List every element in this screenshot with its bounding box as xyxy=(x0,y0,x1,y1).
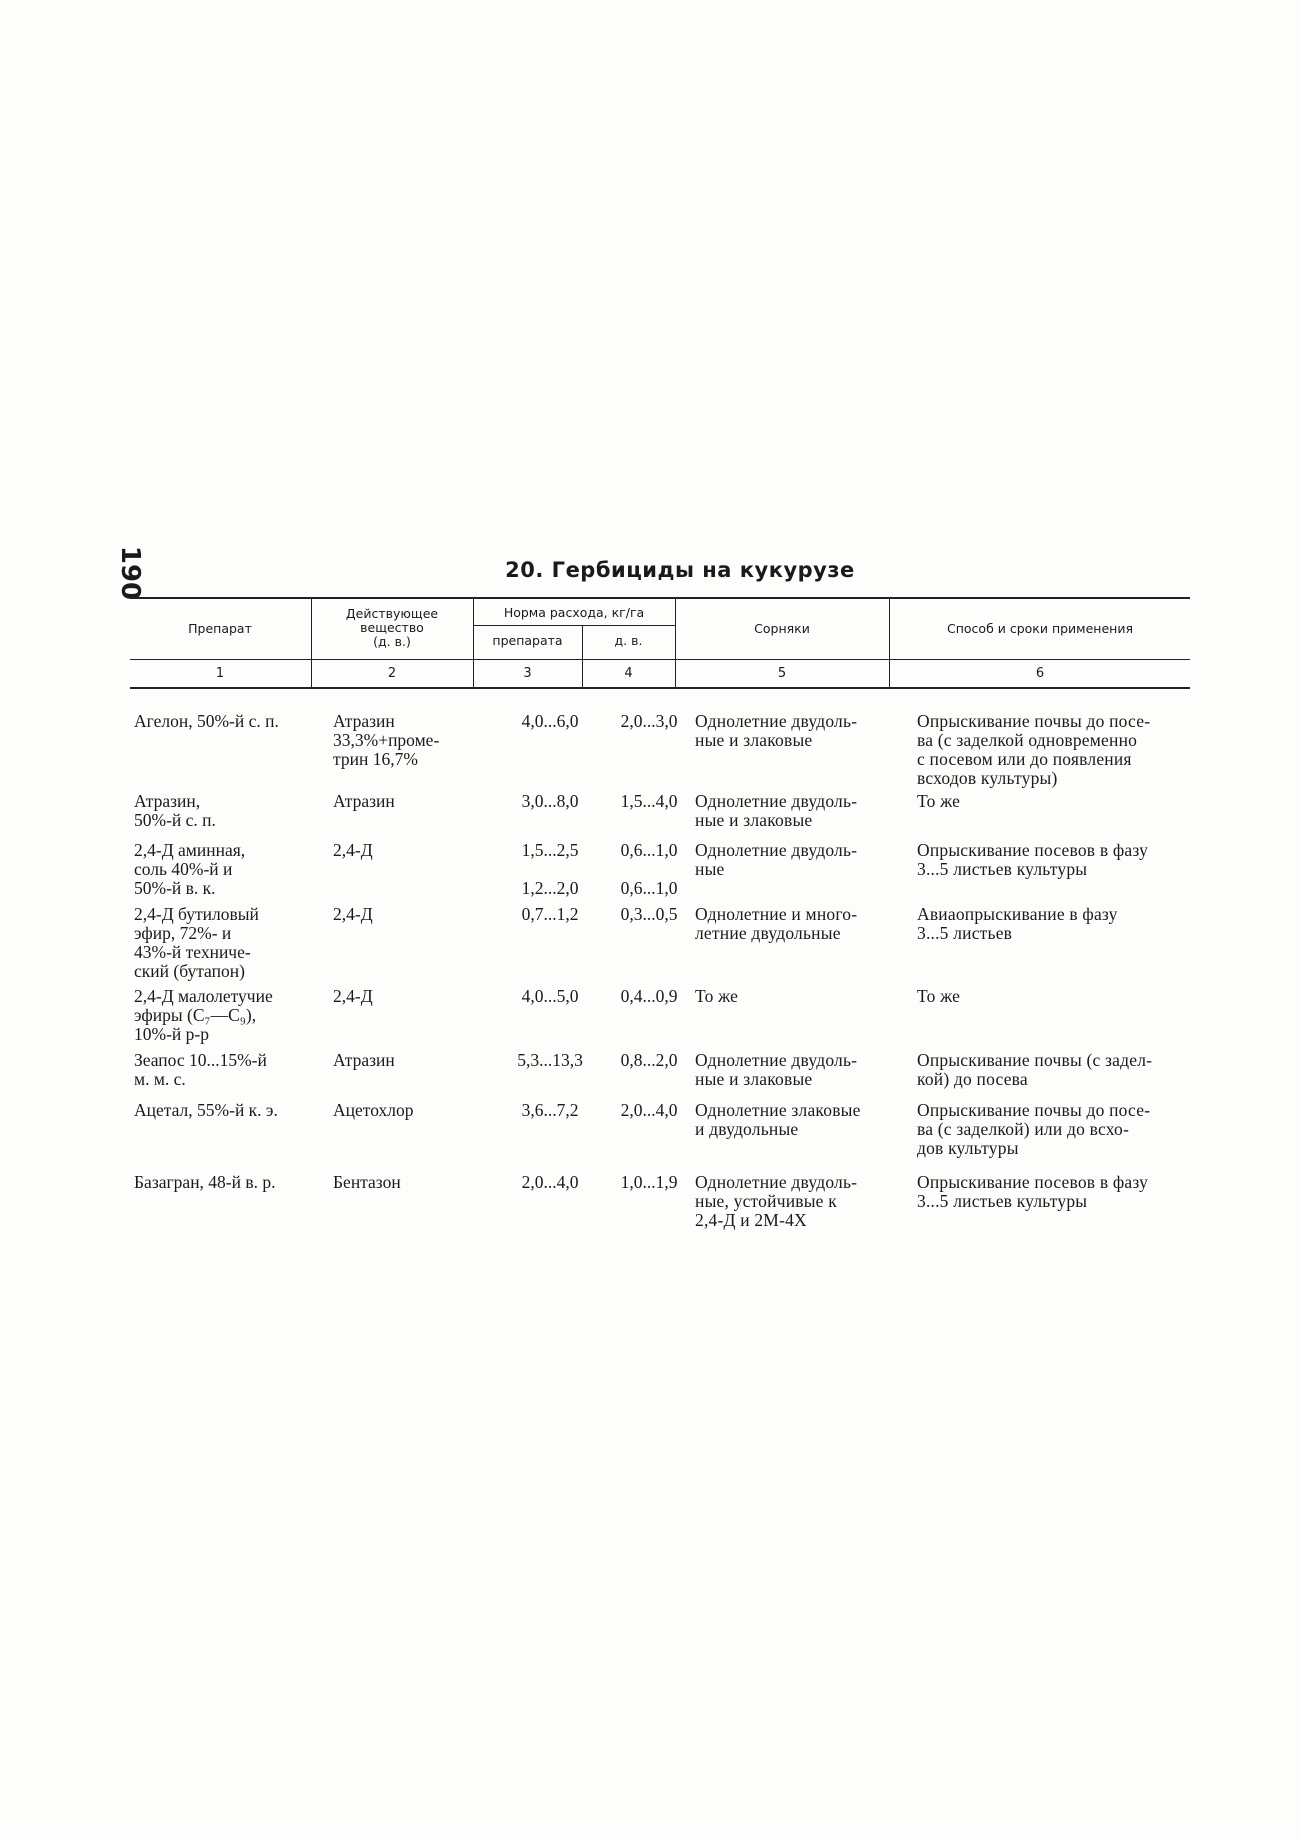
weeds-cell xyxy=(695,712,895,750)
preparat-cell-line: Зеапос 10...15%-й xyxy=(134,1050,267,1070)
weeds-cell-line: Однолетние злаковые xyxy=(695,1100,861,1120)
weeds-cell-line: летние двудольные xyxy=(695,923,841,943)
preparat-cell xyxy=(134,1173,304,1192)
norm-preparat-cell-line: 1,2...2,0 xyxy=(521,878,579,898)
weeds-cell-line: Однолетние двудоль- xyxy=(695,1172,858,1192)
method-cell-line: 3...5 листьев xyxy=(917,923,1013,943)
preparat-cell-line: Агелон, 50%-й с. п. xyxy=(134,711,279,731)
method-cell xyxy=(917,1101,1189,1158)
norm-dv-cell-line: 0,6...1,0 xyxy=(620,878,678,898)
weeds-cell-line: Однолетние и много- xyxy=(695,904,858,924)
method-cell-line: 3...5 листьев культуры xyxy=(917,1191,1088,1211)
active-substance-cell-line: 2,4-Д xyxy=(333,986,373,1006)
active-substance-cell-line: Атразин xyxy=(333,791,395,811)
preparat-cell-line: 2,4-Д аминная, xyxy=(134,840,246,860)
weeds-cell-line: Однолетние двудоль- xyxy=(695,711,858,731)
norm-dv-cell xyxy=(600,1101,698,1120)
table-title-text: 20. Гербициды на кукурузе xyxy=(505,558,855,582)
column-number: 2 xyxy=(387,666,397,681)
norm-dv-cell-line: 1,0...1,9 xyxy=(620,1172,678,1192)
active-substance-cell-line: 2,4-Д xyxy=(333,840,373,860)
header-preparat: Препарат xyxy=(188,621,252,636)
weeds-cell xyxy=(695,1173,895,1230)
preparat-cell xyxy=(134,987,304,1044)
weeds-cell-line: Однолетние двудоль- xyxy=(695,791,858,811)
norm-dv-cell xyxy=(600,841,698,898)
weeds-cell-line: Однолетние двудоль- xyxy=(695,840,858,860)
method-cell-line: Опрыскивание посевов в фазу xyxy=(917,1172,1149,1192)
header-active-substance-1: Действующее xyxy=(345,606,439,621)
header-norm: Норма расхода, кг/га xyxy=(503,605,645,620)
active-substance-cell xyxy=(333,1101,463,1120)
method-cell-line: ва (с заделкой) или до всхо- xyxy=(917,1119,1129,1139)
weeds-cell xyxy=(695,905,895,943)
preparat-cell-line: Атразин, xyxy=(134,791,201,811)
method-cell-line: Авиаопрыскивание в фазу xyxy=(917,904,1118,924)
header-subrule xyxy=(474,625,675,626)
weeds-cell xyxy=(695,841,895,879)
norm-preparat-cell xyxy=(500,987,600,1006)
preparat-cell-line: 50%-й с. п. xyxy=(134,810,216,830)
method-cell-line: 3...5 листьев культуры xyxy=(917,859,1088,879)
column-number: 3 xyxy=(523,666,532,681)
weeds-cell-line: ные xyxy=(695,859,725,879)
active-substance-cell xyxy=(333,712,463,769)
norm-dv-cell xyxy=(600,1173,698,1192)
method-cell xyxy=(917,712,1189,788)
norm-dv-cell-line xyxy=(600,860,698,879)
method-cell xyxy=(917,987,1189,1006)
active-substance-cell-line: Ацетохлор xyxy=(333,1100,414,1120)
norm-preparat-cell xyxy=(500,841,600,898)
norm-dv-cell-line: 0,6...1,0 xyxy=(620,840,678,860)
active-substance-cell xyxy=(333,987,463,1006)
norm-dv-cell xyxy=(600,1051,698,1070)
preparat-cell xyxy=(134,905,304,981)
norm-dv-cell-line: 1,5...4,0 xyxy=(620,791,678,811)
method-cell-line: с посевом или до появления xyxy=(917,749,1132,769)
header-active-substance-2: вещество xyxy=(360,620,424,635)
preparat-cell-line: 2,4-Д малолетучие xyxy=(134,986,273,1006)
header-active-substance-3: (д. в.) xyxy=(373,634,411,649)
method-cell-line: дов культуры xyxy=(917,1138,1019,1158)
method-cell xyxy=(917,792,1189,811)
norm-dv-cell-line: 2,0...3,0 xyxy=(620,711,678,731)
norm-preparat-cell xyxy=(500,905,600,924)
norm-preparat-cell-line: 2,0...4,0 xyxy=(521,1172,579,1192)
norm-preparat-cell-line: 3,6...7,2 xyxy=(521,1100,579,1120)
active-substance-cell xyxy=(333,905,463,924)
weeds-cell-line: и двудольные xyxy=(695,1119,799,1139)
norm-dv-cell-line: 0,8...2,0 xyxy=(620,1050,678,1070)
column-number: 5 xyxy=(777,666,787,681)
norm-preparat-cell xyxy=(500,712,600,731)
norm-dv-cell-line: 0,3...0,5 xyxy=(620,904,678,924)
herbicide-table xyxy=(130,597,1190,1230)
preparat-cell xyxy=(134,712,304,731)
weeds-cell-line: ные и злаковые xyxy=(695,1069,813,1089)
norm-dv-cell xyxy=(600,712,698,731)
weeds-cell-line: Однолетние двудоль- xyxy=(695,1050,858,1070)
method-cell-line: Опрыскивание посевов в фазу xyxy=(917,840,1149,860)
preparat-cell-line: ский (бутапон) xyxy=(134,961,245,981)
method-cell-line: всходов культуры) xyxy=(917,768,1058,788)
norm-preparat-cell xyxy=(500,792,600,811)
column-number: 6 xyxy=(1035,666,1045,681)
active-substance-cell-line: Атразин xyxy=(333,711,395,731)
method-cell-line: кой) до посева xyxy=(917,1069,1028,1089)
preparat-cell-line: 2,4-Д бутиловый xyxy=(134,904,259,924)
table-title xyxy=(0,558,1300,582)
weeds-cell-line: ные, устойчивые к xyxy=(695,1191,837,1211)
preparat-cell-line: эфиры (C₇—C₉), xyxy=(134,1005,257,1025)
header-weeds: Сорняки xyxy=(754,621,810,636)
preparat-cell-line: 50%-й в. к. xyxy=(134,878,216,898)
column-number-row xyxy=(130,660,1190,689)
preparat-cell-line: м. м. с. xyxy=(134,1069,186,1089)
header-norm-preparat: препарата xyxy=(492,633,563,648)
preparat-cell-line: соль 40%-й и xyxy=(134,859,233,879)
norm-preparat-cell-line xyxy=(500,860,600,879)
header-active-substance xyxy=(312,607,472,649)
norm-preparat-cell-line: 0,7...1,2 xyxy=(521,904,579,924)
method-cell-line: ва (с заделкой одновременно xyxy=(917,730,1138,750)
column-number: 1 xyxy=(215,666,225,681)
preparat-cell xyxy=(134,1051,304,1089)
method-cell-line: Опрыскивание почвы до посе- xyxy=(917,711,1151,731)
norm-preparat-cell xyxy=(500,1173,600,1192)
active-substance-cell-line: 2,4-Д xyxy=(333,904,373,924)
norm-dv-cell xyxy=(600,987,698,1006)
preparat-cell xyxy=(134,841,304,898)
active-substance-cell-line: трин 16,7% xyxy=(333,749,418,769)
norm-dv-cell xyxy=(600,905,698,924)
header-norm-dv: д. в. xyxy=(614,633,643,648)
norm-dv-cell-line: 2,0...4,0 xyxy=(620,1100,678,1120)
active-substance-cell xyxy=(333,792,463,811)
column-number: 4 xyxy=(624,666,633,681)
norm-preparat-cell xyxy=(500,1051,600,1070)
active-substance-cell xyxy=(333,1173,463,1192)
method-cell xyxy=(917,841,1189,879)
norm-preparat-cell xyxy=(500,1101,600,1120)
method-cell-line: То же xyxy=(917,791,961,811)
weeds-cell xyxy=(695,1051,895,1089)
weeds-cell-line: То же xyxy=(695,986,739,1006)
weeds-cell xyxy=(695,1101,895,1139)
preparat-cell-line: 10%-й р-р xyxy=(134,1024,209,1044)
header-method: Способ и сроки применения xyxy=(947,621,1133,636)
preparat-cell xyxy=(134,792,304,830)
preparat-cell-line: Ацетал, 55%-й к. э. xyxy=(134,1100,278,1120)
norm-preparat-cell-line: 4,0...5,0 xyxy=(521,986,579,1006)
norm-preparat-cell-line: 5,3...13,3 xyxy=(517,1050,583,1070)
norm-dv-cell-line: 0,4...0,9 xyxy=(620,986,678,1006)
active-substance-cell-line: 33,3%+проме- xyxy=(333,730,440,750)
norm-preparat-cell-line: 1,5...2,5 xyxy=(521,840,579,860)
preparat-cell-line: Базагран, 48-й в. р. xyxy=(134,1172,276,1192)
weeds-cell-line: 2,4-Д и 2М-4Х xyxy=(695,1210,807,1230)
active-substance-cell-line: Бентазон xyxy=(333,1172,401,1192)
norm-preparat-cell-line: 4,0...6,0 xyxy=(521,711,579,731)
active-substance-cell xyxy=(333,1051,463,1070)
method-cell xyxy=(917,1173,1189,1211)
norm-preparat-cell-line: 3,0...8,0 xyxy=(521,791,579,811)
page-number: 190 xyxy=(115,545,146,601)
preparat-cell-line: эфир, 72%- и xyxy=(134,923,232,943)
weeds-cell-line: ные и злаковые xyxy=(695,730,813,750)
method-cell xyxy=(917,905,1189,943)
norm-dv-cell xyxy=(600,792,698,811)
weeds-cell xyxy=(695,987,895,1006)
preparat-cell-line: 43%-й техниче- xyxy=(134,942,251,962)
weeds-cell xyxy=(695,792,895,830)
method-cell xyxy=(917,1051,1189,1089)
method-cell-line: Опрыскивание почвы (с задел- xyxy=(917,1050,1153,1070)
method-cell-line: То же xyxy=(917,986,961,1006)
method-cell-line: Опрыскивание почвы до посе- xyxy=(917,1100,1151,1120)
preparat-cell xyxy=(134,1101,304,1120)
weeds-cell-line: ные и злаковые xyxy=(695,810,813,830)
active-substance-cell-line: Атразин xyxy=(333,1050,395,1070)
active-substance-cell xyxy=(333,841,463,860)
table-header xyxy=(130,599,1190,660)
